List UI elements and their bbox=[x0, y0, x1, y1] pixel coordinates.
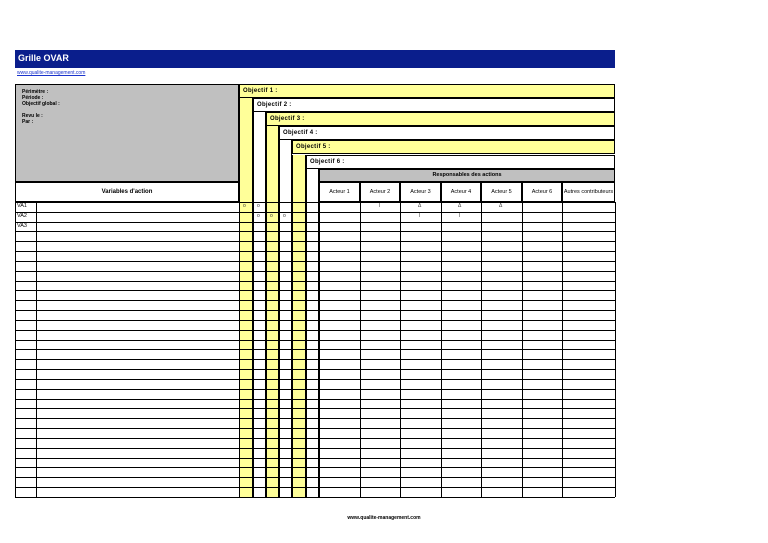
grid-row-line bbox=[15, 231, 615, 232]
actor-4-header: Acteur 4 bbox=[441, 182, 481, 202]
par-label: Par : bbox=[22, 119, 34, 125]
grid-row-line bbox=[15, 281, 615, 282]
va1-actor-5-mark: Δ bbox=[499, 203, 503, 209]
objectif-global-label: Objectif global : bbox=[22, 101, 60, 107]
va1-actor-3-mark: Δ bbox=[418, 203, 422, 209]
grid-column-line bbox=[562, 202, 563, 497]
objective-5: Objectif 5 : bbox=[292, 140, 615, 154]
grid-row-line bbox=[15, 241, 615, 242]
grid-row-line bbox=[15, 389, 615, 390]
grid-row-line bbox=[15, 428, 615, 429]
grid-column-line bbox=[615, 202, 616, 497]
va2-objective-3-mark: o bbox=[270, 213, 273, 219]
grid-row-line bbox=[15, 222, 615, 223]
objective-2: Objectif 2 : bbox=[253, 98, 615, 112]
grid-row-line bbox=[15, 359, 615, 360]
objective-4-column bbox=[279, 140, 292, 497]
variables-header: Variables d'action bbox=[15, 182, 239, 202]
objective-1: Objectif 1 : bbox=[239, 84, 615, 98]
grid-row-line bbox=[15, 251, 615, 252]
actor-5-header: Acteur 5 bbox=[481, 182, 522, 202]
responsables-header: Responsables des actions bbox=[319, 169, 615, 182]
grid-row-line bbox=[15, 320, 615, 321]
va1-actor-4-mark: Δ bbox=[458, 203, 462, 209]
grid-column-line bbox=[481, 202, 482, 497]
row-label-va3: VA3 bbox=[17, 223, 27, 229]
objective-3: Objectif 3 : bbox=[266, 112, 615, 126]
grid-row-line bbox=[15, 369, 615, 370]
va2-objective-4-mark: o bbox=[283, 213, 286, 219]
actor-1-header: Acteur 1 bbox=[319, 182, 360, 202]
perimetre-label: Périmètre : bbox=[22, 89, 49, 95]
info-panel bbox=[15, 84, 239, 182]
other-contributors-header: Autres contributeurs bbox=[562, 182, 615, 202]
grid-row-line bbox=[15, 330, 615, 331]
objective-2-column bbox=[253, 112, 266, 497]
grid-row-line bbox=[15, 271, 615, 272]
footer-link: www.qualite-management.com bbox=[347, 515, 421, 521]
grid-column-line bbox=[360, 202, 361, 497]
objective-5-column bbox=[292, 155, 306, 497]
grid-row-line bbox=[15, 261, 615, 262]
objective-6: Objectif 6 : bbox=[306, 155, 615, 169]
grid-row-line bbox=[15, 438, 615, 439]
grid-row-line bbox=[15, 340, 615, 341]
grid-row-line bbox=[15, 408, 615, 409]
va2-actor-4-mark: I bbox=[459, 213, 461, 219]
grid-row-line bbox=[15, 399, 615, 400]
revu-le-label: Revu le : bbox=[22, 113, 43, 119]
grid-row-line bbox=[15, 379, 615, 380]
grid-column-line bbox=[239, 202, 240, 497]
page-title: Grille OVAR bbox=[15, 50, 615, 68]
va2-objective-2-mark: o bbox=[257, 213, 260, 219]
objective-3-column bbox=[266, 126, 279, 497]
grid-row-line bbox=[15, 202, 615, 203]
grid-column-line bbox=[522, 202, 523, 497]
grid-column-line bbox=[319, 202, 320, 497]
grid-row-line bbox=[15, 418, 615, 419]
grid-row-line bbox=[15, 212, 615, 213]
grid-row-line bbox=[15, 310, 615, 311]
va1-actor-2-mark: I bbox=[379, 203, 381, 209]
actor-2-header: Acteur 2 bbox=[360, 182, 400, 202]
periode-label: Période : bbox=[22, 95, 44, 101]
row-label-va2: VA2 bbox=[17, 213, 27, 219]
grid-row-line bbox=[15, 290, 615, 291]
website-link[interactable]: www.qualite-management.com bbox=[17, 70, 86, 76]
va1-objective-1-mark: o bbox=[243, 203, 246, 209]
grid-column-line bbox=[441, 202, 442, 497]
grid-column-line bbox=[36, 202, 37, 497]
va2-actor-3-mark: I bbox=[419, 213, 421, 219]
grid-column-line bbox=[15, 202, 16, 497]
grid-row-line bbox=[15, 477, 615, 478]
grid-row-line bbox=[15, 349, 615, 350]
objective-4: Objectif 4 : bbox=[279, 126, 615, 140]
grid-row-line bbox=[15, 448, 615, 449]
actor-6-header: Acteur 6 bbox=[522, 182, 562, 202]
row-label-va1: VA1 bbox=[17, 203, 27, 209]
grid-row-line bbox=[15, 458, 615, 459]
grid-column-line bbox=[400, 202, 401, 497]
actor-3-header: Acteur 3 bbox=[400, 182, 441, 202]
grid-row-line bbox=[15, 487, 615, 488]
grid-row-line bbox=[15, 497, 615, 498]
va1-objective-2-mark: o bbox=[257, 203, 260, 209]
grid-row-line bbox=[15, 300, 615, 301]
grid-row-line bbox=[15, 467, 615, 468]
